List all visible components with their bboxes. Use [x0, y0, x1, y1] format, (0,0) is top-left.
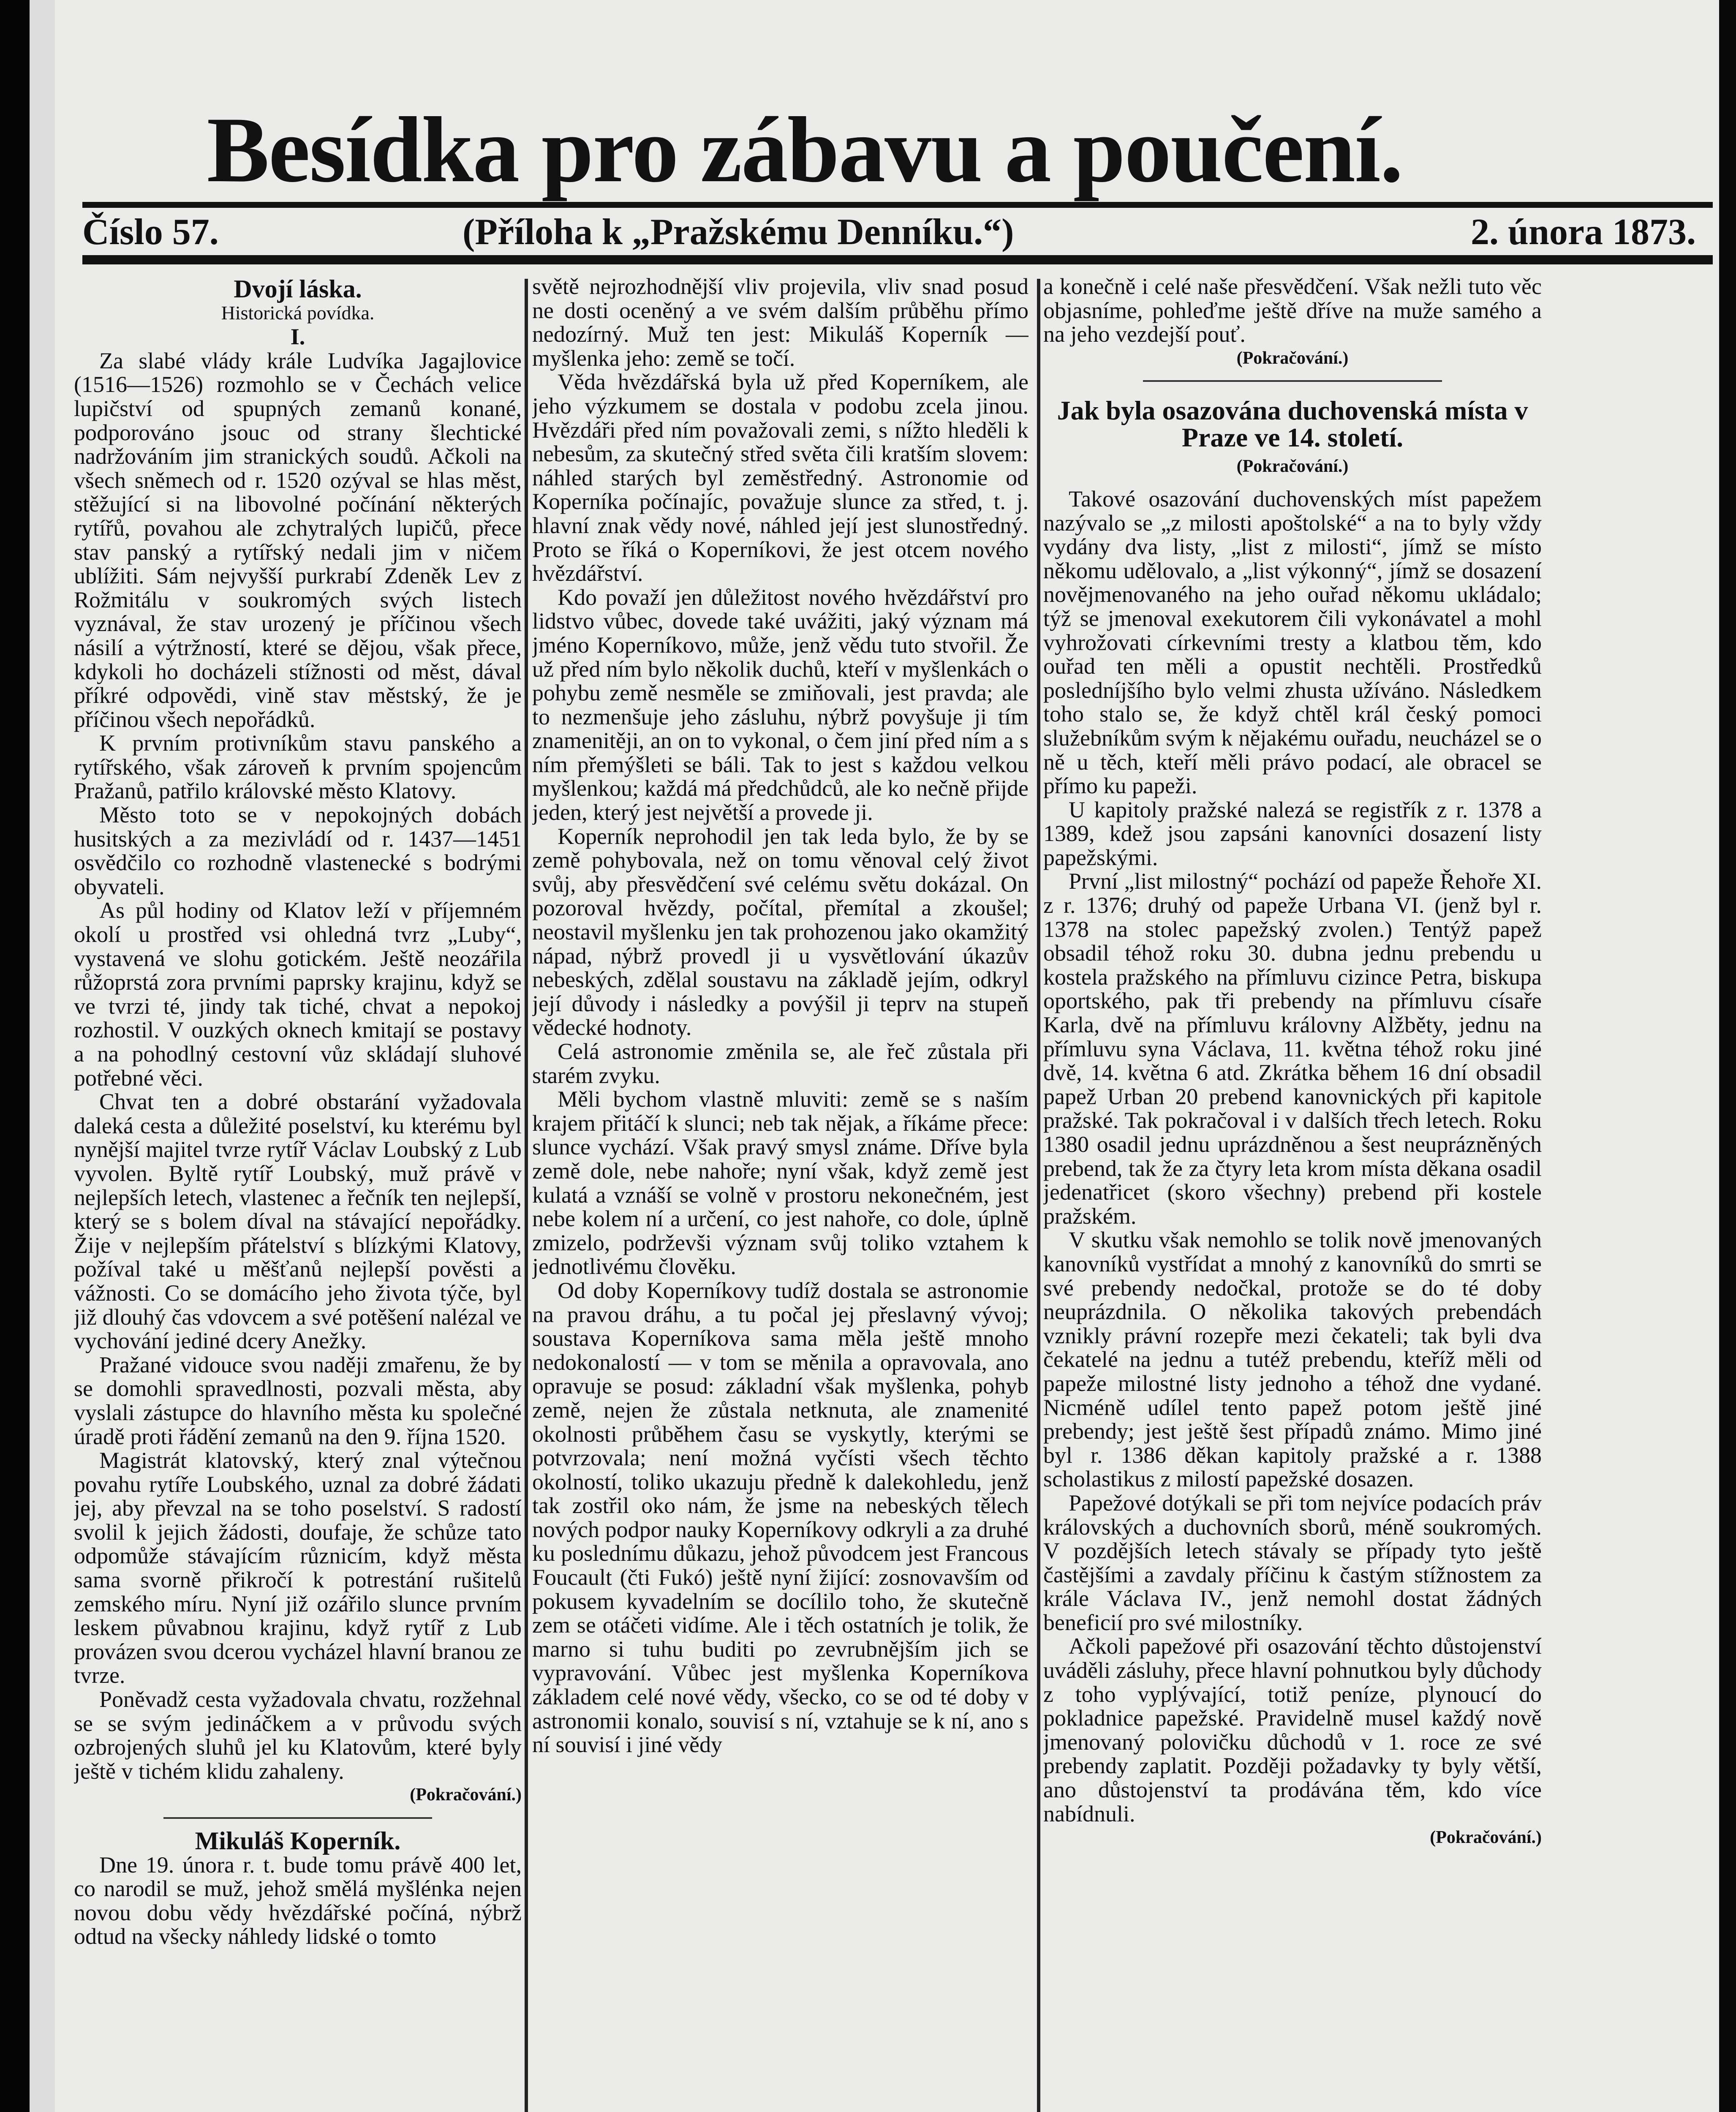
column-divider-2 — [1037, 279, 1040, 2112]
section-separator — [163, 1817, 432, 1819]
paragraph: Dne 19. února r. t. bude tomu právě 400 let, co narodil se muž, jehož smělá myšlénka nejen novou dobu vědy hvězdářské počíná, nýbrž odtud na všecky náhledy lidské o tomto — [74, 1852, 522, 1949]
paragraph: Od doby Koperníkovy tudíž dostala se astronomie na pravou dráhu, a tu počal jej přeslavný vývoj; soustava Koperníkova sama měla ještě mnoho nedokonalostí — v tom se měnila a opravovala, ano opravuje se posud: základní však myšlenka, pohyb země, nejen že zůstala netknuta, ale znamenité okolnosti průběhem času se vyskytly, kterými se potvrzovala; není možná vyčísti všech těchto okolností, toliko ukazuju předně k dalekohledu, jenž tak zostřil oko nám, že jsme na nebeských tělech nových podpor nauky Koperníkovy odkryli a za druhé ku poslednímu důkazu, jehož původcem jest Francous Foucault (čti Fukó) ještě nyní žijící: zosnovavším od pokusem kyvadelním se docílilo toho, že skutečně zem se otáčeti vidíme. Ale i těch ostatních je tolik, že marno si tuhu buditi po zevrubnějším jich se vypravování. Vůbec jest myšlenka Koperníkova základem celé nové vědy, všecko, co se od té doby v astronomii konalo, souvisí s ní, vztahuje se k ní, ano s ní souvisí i jiné vědy — [532, 1277, 1029, 1758]
continued-note: (Pokračování.) — [1430, 1828, 1542, 1848]
paragraph: světě nejrozhodnější vliv projevila, vliv snad posud ne dosti oceněný a ve svém dalším průběhu přímo nedozírný. Muž ten jest: Mikuláš Koperník — myšlenka jeho: země se točí. — [532, 275, 1029, 371]
paragraph: Měli bychom vlastně mluviti: země se s naším krajem přitáčí k slunci; neb tak nějak, a říkáme přece: slunce vychází. Však pravý smysl známe. Dříve byla země dole, nebe nahoře; nyní však, když země jest kulatá a vznáší se volně v prostoru nekonečném, jest nebe kolem ní a určení, co jest nahoře, co dole, úplně zmizelo, podrževši význam svůj toliko vztahem k jednotlivému člověku. — [532, 1086, 1029, 1279]
paragraph: Věda hvězdářská byla už před Koperníkem, ale jeho výzkumem se dostala v podobu zcela jinou. Hvězdáři před ním považovali zemi, s nížto hleděli k nebesům, za skutečný střed světa čili kratším slovem: náhled starých byl zeměstředný. Astronomie od Koperníka počínajíc, považuje slunce za střed, t. j. hlavní znak vědy nové, náhled její jest slunostředný. Proto se říká o Koperníkovi, že jest otcem nového hvězdářství. — [532, 369, 1029, 586]
paragraph: Koperník neprohodil jen tak leda bylo, že by se země pohybovala, než on tomu věnoval celý život svůj, aby přesvědčení své celému světu dokázal. On pozoroval hvězdy, počítal, přemítal a zkoušel; neostavil myšlenku jen tak prohozenou jako okamžitý nápad, nýbrž provedl ji u vysvětlování úkazův nebeských, zdělal soustavu na základě jejím, odkryl její důvody i následky a povýšil ji teprv na stupeň vědecké hodnoty. — [532, 823, 1029, 1040]
issue-date: 2. února 1873. — [1471, 212, 1696, 253]
masthead-title: Besídka pro zábavu a poučení. — [207, 98, 1403, 202]
scan-left-margin — [30, 0, 55, 2112]
issue-line — [82, 211, 1713, 253]
scan-right-border — [1719, 0, 1736, 2112]
scan-left-border — [0, 0, 30, 2112]
paragraph: V skutku však nemohlo se tolik nově jmenovaných kanovníků vystřídat a mnohý z kanovníků do smrti se své prebendy nedočkal, protože se do té doby neuprázdnila. O několika takových prebendách vznikly právní rozepře mezi čekateli; tak byli dva čekatelé na jednu a tutéž prebendu, kteříž měli od papeže milostné listy jednoho a téhož dne vydané. Nicméně udílel tento papež potom ještě jiné prebendy; jest ještě šest případů známo. Mimo jiné byl r. 1386 děkan kapitoly pražské a r. 1388 scholastikus z milostí papežské dosazen. — [1043, 1227, 1542, 1492]
paragraph: As půl hodiny od Klatov leží v příjemném okolí u prostřed vsi ohledná tvrz „Luby“, vystavená ve slohu gotickém. Ještě neozářila růžoprstá zora prvními paprsky krajinu, když se ve tvrzi té, jindy tak tiché, chvat a nepokoj rozhostil. V ouzkých oknech kmitají se postavy a na pohodlný cestovní vůz skládají sluhové potřebné věci. — [74, 898, 522, 1091]
continued-note: (Pokračování.) — [1236, 348, 1349, 368]
paragraph: Takové osazování duchovenských míst papežem nazývalo se „z milosti apoštolské“ a na to byly vždy vydány dva listy, „list z milosti“, jímž se místo někomu udělovalo, a „list výkonný“, jímž se dosazení novějmenovaného na jeho ouřad někomu ukládalo; týž se jmenoval exekutorem čili vykonávatel a mohl vyhrožovati církevními tresty a klatbou těm, kdo ouřad ten měli a opustit nechtěli. Prostředků posledníjšího bylo velmi zhusta užíváno. Následkem toho stalo se, že když chtěl král český pomoci služebníkům svým k nějakému ouřadu, neucházel se o ně u těch, kteří měli právo podací, ale obracel se přímo ku papeži. — [1043, 486, 1542, 799]
paragraph: Chvat ten a dobré obstarání vyžadovala daleká cesta a důležité poselství, ku kterému byl nynější majitel tvrze rytíř Václav Loubský z Lub vyvolen. Byltě rytíř Loubský, muž právě v nejlepších letech, vlastenec a řečník ten nejlepší, který se s bolem díval na stávající nepořádky. Žije v nejlepším přátelství s blízkými Klatovy, požíval také u měšťanů nejlepší pověsti a vážnosti. Co se domácího jeho života týče, byl již dlouhý čas vdovcem a své potěšení nalézal ve vychování jediné dcery Anežky. — [74, 1089, 522, 1354]
continued-note: (Pokračování.) — [1236, 457, 1349, 476]
column-1 — [74, 275, 522, 2112]
paragraph: Magistrát klatovský, který znal výtečnou povahu rytíře Loubského, uznal za dobré žádati jej, aby převzal na se toho poselství. S radostí svolil k jejich žádosti, doufaje, že schůze tato odpomůže stávajícím různicím, když města sama svorně přikročí k potrestání rušitelů zemského míru. Nyní již ozářilo slunce prvním leskem půvabnou krajinu, když rytíř z Lub provázen svou dcerou vycházel hlavní branou ze tvrze. — [74, 1448, 522, 1688]
continued-note: (Pokračování.) — [410, 1785, 522, 1805]
supplement-note: (Příloha k „Pražskému Denníku.“) — [463, 212, 1014, 253]
article-title: Jak byla osazována duchovenská místa v Praze ve 14. století. — [1057, 395, 1528, 453]
paragraph: Za slabé vlády krále Ludvíka Jagajlovice (1516—1526) rozmohlo se v Čechách velice lupičství od spupných zemanů konané, podporováno jsouc od strany šlechtické nadržováním jim stranických soudů. Ačkoli na všech sněmech od r. 1520 ozýval se hlas měst, stěžující si na libovolné počínání některých rytířů, povahou ale zchytralých lupičů, přece stav panský a rytířský nedali jim v ničem ublížiti. Sám nejvyšší purkrabí Zdeněk Lev z Rožmitálu v soukromých svých listech vyznával, že stav urozený je příčinou všech násilí a výtržností, které se dějou, však přece, kdykoli ho docházeli stížnosti od měst, dával příkré odpovědi, vině stav městský, že je příčinou všech nepořádků. — [74, 348, 522, 732]
column-divider-1 — [525, 279, 528, 2112]
paragraph: a konečně i celé naše přesvědčení. Však nežli tuto věc objasníme, pohleďme ještě dříve na muže samého a na jeho vezdejší pouť. — [1043, 275, 1542, 347]
masthead-rule-bottom — [82, 255, 1713, 264]
masthead-rule-top — [82, 202, 1713, 208]
chapter-number: I. — [290, 324, 305, 350]
article-title: Mikuláš Koperník. — [195, 1827, 401, 1855]
story-subtitle: Historická povídka. — [221, 302, 375, 324]
paragraph: Poněvadž cesta vyžadovala chvatu, rozžehnal se se svým jedináčkem a v průvodu svých ozbrojených sluhů jel ku Klatovům, které byly ještě v tichém klidu zahaleny. — [74, 1687, 522, 1784]
paragraph: K prvním protivníkům stavu panského a rytířského, však zároveň k prvním spojencům Pražanů, patřilo královské město Klatovy. — [74, 730, 522, 804]
paragraph: Papežové dotýkali se při tom nejvíce podacích práv královských a duchovních sborů, méně soukromých. V pozdějších letech stávaly se případy tyto ještě častějšími a zavdaly příčinu k častým stížnostem za krále Václava IV., jenž nemohl dostat žádných beneficií pro své milostníky. — [1043, 1490, 1542, 1635]
paragraph: Kdo považí jen důležitost nového hvězdářství pro lidstvo vůbec, dovede také uvážiti, jaký význam má jméno Koperníkovo, může, jenž vědu tuto stvořil. Že už před ním bylo několik duchů, kteří v myšlenkách o pohybu země nesměle se zmiňovali, jest pravda; ale to nezmenšuje jeho zásluhu, nýbrž povyšuje ji tím znamenitěji, an on to vykonal, o čem jiní před ním a s ním přemýšleti se báli. Tak to jest s každou velkou myšlenkou; každá má předchůdců, ale ko nečně přijde jeden, který jest největší a provede ji. — [532, 584, 1029, 825]
column-2 — [532, 275, 1029, 2112]
column-3 — [1043, 275, 1542, 2112]
paragraph: Pražané vidouce svou naději zmařenu, že by se domohli spravedlnosti, pozvali města, aby vyslali zástupce do hlavního města ku společné úradě proti řádění zemanů na den 9. října 1520. — [74, 1352, 522, 1449]
paragraph: Město toto se v nepokojných dobách husitských a za mezivládí od r. 1437—1451 osvědčilo co rozhodně vlastenecké s bodrými obyvateli. — [74, 802, 522, 899]
paragraph: Ačkoli papežové při osazování těchto důstojenství uváděli zásluhy, přece hlavní pohnutkou byly důchody z toho vyplývající, totiž peníze, plynoucí do pokladnice papežské. Pravidelně musel každý nově jmenovaný polovičku důchodů v 1. roce ze své prebendy zaplatit. Později požadavky ty byly větší, ano důstojenství ta prodávána těm, kdo více nabídnuli. — [1043, 1633, 1542, 1826]
paragraph: U kapitoly pražské nalezá se registřík z r. 1378 a 1389, kdež jsou zapsáni kanovníci dosazení listy papežskými. — [1043, 797, 1542, 870]
story-title: Dvojí láska. — [234, 275, 362, 303]
issue-number: Číslo 57. — [82, 212, 219, 253]
paragraph: První „list milostný“ pochází od papeže Řehoře XI. z r. 1376; druhý od papeže Urbana VI. (jenž byl r. 1378 na stolec papežský zvolen.) Tentýž papež obsadil téhož roku 30. dubna jednu prebendu u kostela pražského na přímluvu cizince Petra, biskupa oportského, pak tři prebendy na přímluvu císaře Karla, dvě na přímluvu královny Alžběty, jednu na přímluvu syna Václava, 11. května téhož roku jiné dvě, 14. května 6 atd. Zkrátka během 16 dní obsadil papež Urban 20 prebend kanovnických při kapitole pražské. Tak pokračoval i v dalších třech letech. Roku 1380 osadil jednu uprázdněnou a šest neuprázněných prebend, tak že za čtyry leta krom místa děkana osadil jedenatřicet (skoro všechny) prebend při kostele pražském. — [1043, 868, 1542, 1229]
paragraph: Celá astronomie změnila se, ale řeč zůstala při starém zvyku. — [532, 1039, 1029, 1088]
section-separator — [1143, 380, 1442, 382]
